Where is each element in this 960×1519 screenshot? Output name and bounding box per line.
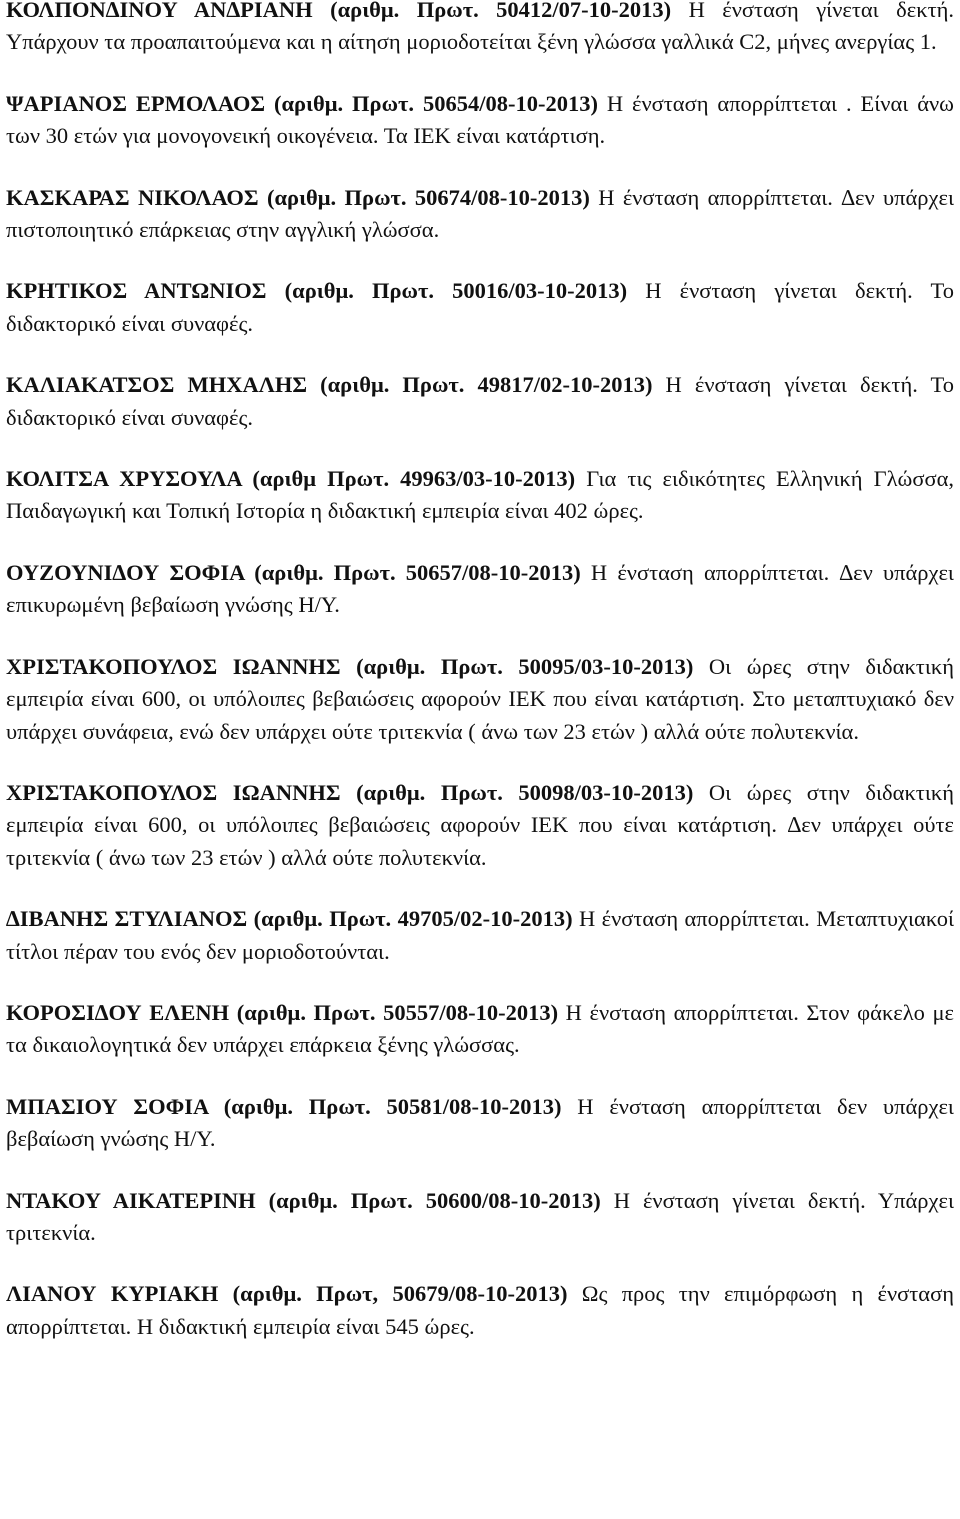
applicant-heading: ΛΙΑΝΟΥ ΚΥΡΙΑΚΗ (αριθμ. Πρωτ, 50679/08-10-2013) [6,1281,568,1307]
decision-text: Η ένσταση απορρίπτεται. ∆εν υπάρχει επικυρωμένη βεβαίωση γνώσης Η/Υ. [6,559,954,618]
applicant-heading: ΟΥΖΟΥΝΙ∆ΟΥ ΣΟΦΙΑ (αριθμ. Πρωτ. 50657/08-10-2013) [6,559,581,585]
applicant-heading: ΚΡΗΤΙΚΟΣ ΑΝΤΩΝΙΟΣ (αριθμ. Πρωτ. 50016/03-10-2013) [6,278,628,304]
applicant-heading: ΚΟΡΟΣΙ∆ΟΥ ΕΛΕΝΗ (αριθμ. Πρωτ. 50557/08-10-2013) [6,999,559,1025]
decision-entry [6,0,954,59]
decision-entry [6,1091,954,1156]
decision-entry [6,88,954,153]
decision-entry [6,1185,954,1250]
decision-text: Για τις ειδικότητες Ελληνική Γλώσσα, Παιδαγωγική και Τοπική Ιστορία η διδακτική εμπειρία είναι 402 ώρες. [6,466,954,524]
decision-text: Η ένσταση γίνεται δεκτή. Το διδακτορικό είναι συναφές. [6,372,954,430]
decision-entry [6,777,954,874]
decision-text: Η ένσταση απορρίπτεται δεν υπάρχει βεβαίωση γνώσης Η/Υ. [6,1093,954,1152]
decision-text: Η ένσταση γίνεται δεκτή. Υπάρχουν τα προαπαιτούμενα και η αίτηση μοριοδοτείται ξένη γλώσσα γαλλικά C2, μήνες ανεργίας 1. [6,0,954,55]
applicant-heading: ΚΟΛΠΟΝ∆ΙΝΟΥ ΑΝ∆ΡΙΑΝΗ (αριθμ. Πρωτ. 50412/07-10-2013) [6,0,672,22]
applicant-heading: ΧΡΙΣΤΑΚΟΠΟΥΛΟΣ ΙΩΑΝΝΗΣ (αριθμ. Πρωτ. 50095/03-10-2013) [6,653,694,679]
decision-text: Η ένσταση γίνεται δεκτή. Το διδακτορικό είναι συναφές. [6,278,954,336]
decision-entry [6,369,954,434]
applicant-heading: ∆ΙΒΑΝΗΣ ΣΤΥΛΙΑΝΟΣ (αριθμ. Πρωτ. 49705/02-10-2013) [6,906,573,932]
decision-text: Οι ώρες στην διδακτική εμπειρία είναι 600, οι υπόλοιπες βεβαιώσεις αφορούν ΙΕΚ που είναι κατάρτιση. ∆εν υπάρχει ούτε τριτεκνία ( άνω των 23 ετών ) αλλά ούτε πολυτεκνία. [6,779,954,870]
applicant-heading: ΚΟΛΙΤΣΑ ΧΡΥΣΟΥΛΑ (αριθμ Πρωτ. 49963/03-10-2013) [6,466,576,492]
decision-text: Η ένσταση απορρίπτεται . Είναι άνω των 30 ετών για μονογονεική οικογένεια. Τα ΙΕΚ είναι κατάρτιση. [6,90,954,149]
decision-entry [6,182,954,247]
applicant-heading: ΜΠΑΣΙΟΥ ΣΟΦΙΑ (αριθμ. Πρωτ. 50581/08-10-2013) [6,1093,562,1119]
decision-entry [6,651,954,748]
applicant-heading: ΧΡΙΣΤΑΚΟΠΟΥΛΟΣ ΙΩΑΝΝΗΣ (αριθμ. Πρωτ. 50098/03-10-2013) [6,779,694,805]
decision-text: Η ένσταση γίνεται δεκτή. Υπάρχει τριτεκνία. [6,1187,954,1245]
decision-entry [6,275,954,340]
applicant-heading: ΚΑΛΙΑΚΑΤΣΟΣ ΜΗΧΑΛΗΣ (αριθμ. Πρωτ. 49817/02-10-2013) [6,372,653,398]
decision-entry [6,997,954,1062]
decision-text: Ως προς την επιμόρφωση η ένσταση απορρίπτεται. Η διδακτική εμπειρία είναι 545 ώρες. [6,1281,954,1339]
decision-text: Η ένσταση απορρίπτεται. ∆εν υπάρχει πιστοποιητικό επάρκειας στην αγγλική γλώσσα. [6,184,955,243]
decision-text: Οι ώρες στην διδακτική εμπειρία είναι 600, οι υπόλοιπες βεβαιώσεις αφορούν ΙΕΚ που είναι κατάρτιση. Στο μεταπτυχιακό δεν υπάρχει συνάφεια, ενώ δεν υπάρχει ούτε τριτεκνία ( άνω των 23 ετών ) αλλά ούτε πολυτεκνία. [6,653,954,744]
decision-entry [6,557,954,622]
applicant-heading: ΚΑΣΚΑΡΑΣ ΝΙΚΟΛΑΟΣ (αριθμ. Πρωτ. 50674/08-10-2013) [6,184,590,210]
decision-text: Η ένσταση απορρίπτεται. Στον φάκελο με τα δικαιολογητικά δεν υπάρχει επάρκεια ξένης γλώσσας. [6,999,954,1058]
applicant-heading: ΝΤΑΚΟΥ ΑΙΚΑΤΕΡΙΝΗ (αριθμ. Πρωτ. 50600/08-10-2013) [6,1187,601,1213]
decision-entry [6,463,954,528]
decision-entry [6,1278,954,1343]
decision-entry [6,903,954,968]
decision-text: Η ένσταση απορρίπτεται. Μεταπτυχιακοί τίτλοι πέραν του ενός δεν μοριοδοτούνται. [6,906,954,964]
applicant-heading: ΨΑΡΙΑΝΟΣ ΕΡΜΟΛΑΟΣ (αριθμ. Πρωτ. 50654/08-10-2013) [6,90,598,116]
